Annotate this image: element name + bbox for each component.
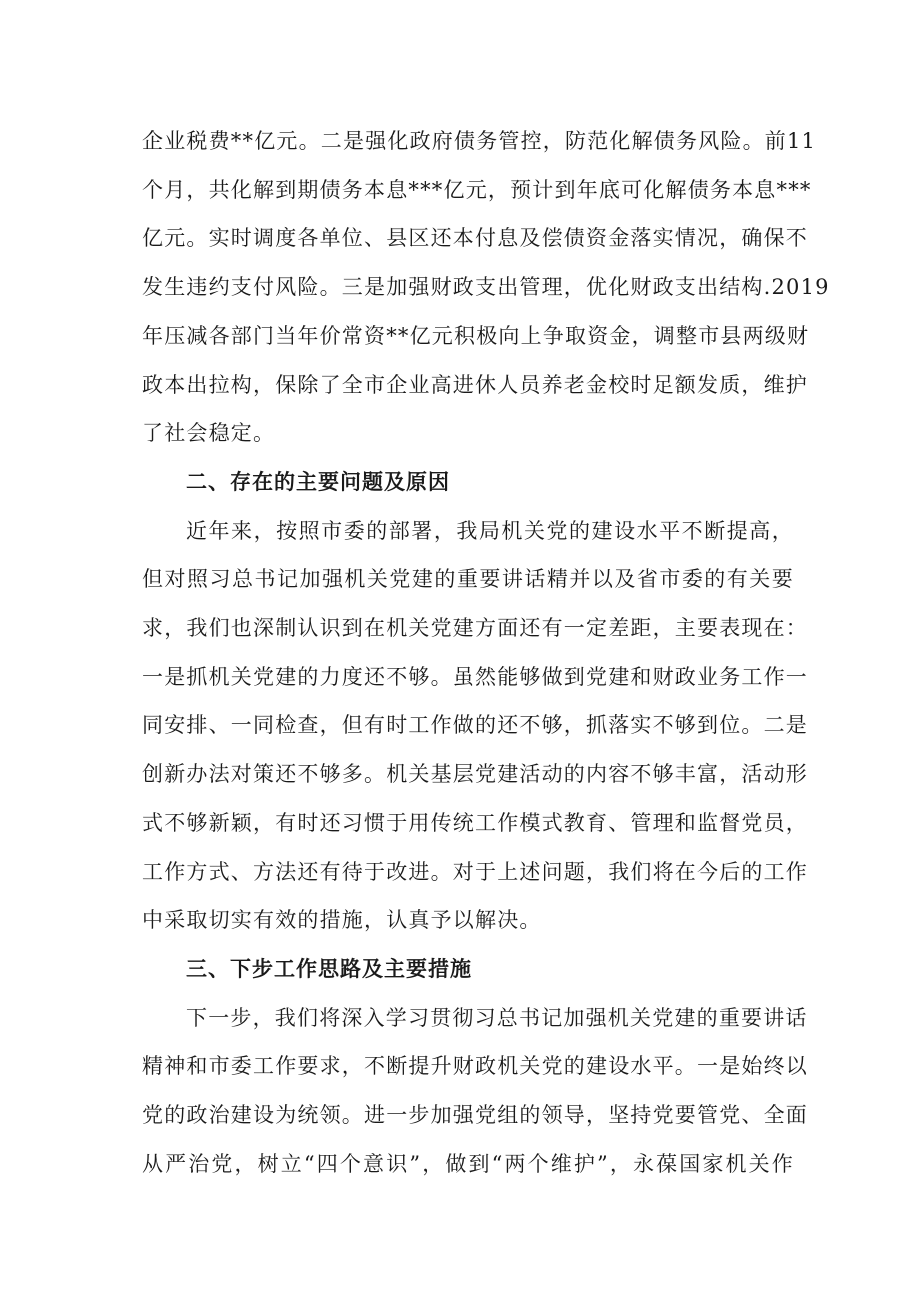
text-line: 年压减各部门当年价常资**亿元积极向上争取资金，调整市县两级财 — [142, 323, 810, 348]
text-line: 中采取切实有效的措施，认真予以解决。 — [142, 908, 542, 933]
text-line: 从严治党，树立“四个意识”，做到“两个维护”，永葆国家机关作 — [142, 1151, 794, 1176]
text-line: 个月，共化解到期债务本息***亿元，预计到年底可化解债务本息*** — [142, 177, 812, 202]
paragraph-fiscal-measures — [142, 117, 830, 458]
text-line: 政本出拉构，保除了全市企业高进休人员养老金校时足额发质，维护 — [142, 372, 808, 397]
text-line: 下一步，我们将深入学习贯彻习总书记加强机关党建的重要讲话 — [186, 1005, 808, 1030]
text-line: 式不够新颖，有时还习惯于用传统工作模式教育、管理和监督党员， — [142, 810, 808, 835]
text-line: 精神和市委工作要求，不断提升财政机关党的建设水平。一是始终以 — [142, 1054, 808, 1079]
document-page — [142, 117, 830, 1188]
paragraph-problems — [142, 507, 808, 945]
text-line: 一是抓机关党建的力度还不够。虽然能够做到党建和财政业务工作一 — [142, 664, 808, 689]
text-line: 求，我们也深制认识到在机关党建方面还有一定差距，主要表现在： — [142, 616, 808, 641]
text-line: 了社会稳定。 — [142, 421, 276, 446]
text-line: 但对照习总书记加强机关党建的重要讲话精并以及省市委的有关要 — [142, 567, 794, 592]
paragraph-next-steps — [142, 994, 808, 1189]
text-line: 发生违约支付风险。三是加强财政支出管理，优化财政支出结构.2019 — [142, 275, 830, 300]
text-line: 创新办法对策还不够多。机关基层党建活动的内容不够丰富，活动形 — [142, 762, 808, 787]
text-line: 企业税费**亿元。二是强化政府债务管控，防范化解债务风险。前11 — [142, 129, 817, 153]
text-line: 工作方式、方法还有待于改进。对于上述问题，我们将在今后的工作 — [142, 859, 808, 884]
text-line: 近年来，按照市委的部署，我局机关党的建设水平不断提高， — [186, 518, 794, 543]
section-heading-next-steps: 三、下步工作思路及主要措施 — [186, 956, 472, 981]
section-heading-problems: 二、存在的主要问题及原因 — [186, 469, 450, 494]
text-line: 党的政治建设为统领。进一步加强党组的领导，坚持党要管党、全面 — [142, 1103, 808, 1128]
text-line: 同安排、一同检查，但有时工作做的还不够，抓落实不够到位。二是 — [142, 713, 808, 738]
text-line: 亿元。实时调度各单位、县区还本付息及偿债资金落实情况，确保不 — [142, 226, 808, 251]
